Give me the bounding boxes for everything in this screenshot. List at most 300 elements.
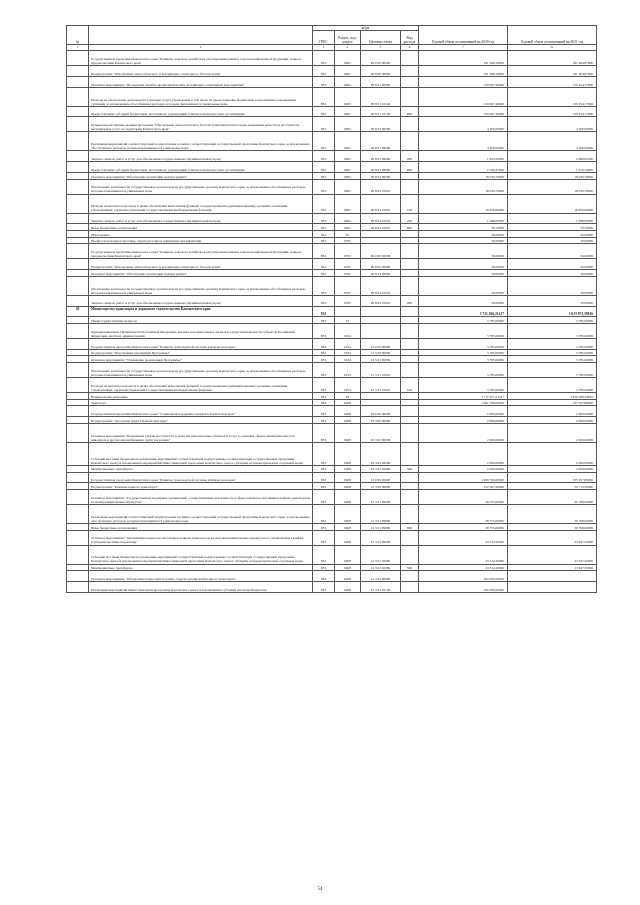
row-amount-2021: 1 219,34800 — [508, 162, 597, 173]
row-number — [67, 523, 89, 530]
row-amount-2021: 18 030,79000 — [508, 179, 597, 194]
row-number — [67, 132, 89, 151]
row-target-article: 12 5 00 00000 — [361, 349, 401, 356]
row-grbs: 832 — [313, 66, 335, 77]
row-grbs: 833 — [313, 349, 335, 356]
row-grbs: 833 — [313, 465, 335, 472]
row-grbs: 833 — [313, 406, 335, 417]
row-number — [67, 172, 89, 179]
row-amount-2021: 23 947,50000 — [508, 545, 597, 564]
table-row — [67, 106, 597, 117]
row-amount-2020: 2 000,00000 — [419, 465, 508, 472]
row-amount-2020: 4 200,00000 — [419, 117, 508, 132]
row-grbs: 833 — [313, 378, 335, 393]
row-name: Основное мероприятие "Обеспечение реализации подпрограммы" — [89, 270, 313, 277]
row-expense-type — [401, 179, 419, 194]
row-number — [67, 151, 89, 162]
row-amount-2021: 3 785,00000 — [508, 349, 597, 356]
row-grbs: 833 — [313, 306, 335, 317]
row-expense-type — [401, 490, 419, 505]
row-amount-2020: 23 312,20000 — [419, 564, 508, 571]
row-razdel: 0405 — [335, 213, 361, 224]
table-row — [67, 231, 597, 238]
row-name: Предоставление субсидий бюджетным, автономным учреждениям и иным некоммерческим организациям — [89, 106, 313, 117]
row-target-article: 12 3 01 00000 — [361, 490, 401, 505]
table-row — [67, 151, 597, 162]
row-amount-2020: 1 659 766,00000 — [419, 472, 508, 483]
row-expense-type — [401, 545, 419, 564]
row-expense-type — [401, 317, 419, 324]
row-amount-2021: 159 254,17000 — [508, 76, 597, 87]
row-razdel: 0104 — [335, 356, 361, 363]
row-expense-type — [401, 571, 419, 582]
index-cell: 8 — [508, 45, 597, 51]
row-name: Основное мероприятие "Организация перевозок пассажиров водным транспортом на внутримуниципальных маршрутах по специальным тарифам (субсидии местным бюджетам)" — [89, 530, 313, 545]
row-expense-type — [401, 244, 419, 259]
row-name: Межбюджетные трансферты — [89, 465, 313, 472]
row-grbs: 832 — [313, 244, 335, 259]
row-target-article: 03 3 00 00000 — [361, 417, 401, 424]
row-target-article: 09 8 04 10010 — [361, 194, 401, 213]
row-amount-2021: 2 000,00000 — [508, 423, 597, 442]
row-name: Расходы на обеспечение деятельности (оказание услуг) учреждений, в том числе на предоставление бюджетным и автономным учреждениям субсидий, за исключением обособленных расходов, которым присваиваются уникальные коды — [89, 87, 313, 106]
row-number — [67, 213, 89, 224]
row-amount-2021: 3 785,00000 — [508, 356, 597, 363]
row-amount-2020: 18 030,79000 — [419, 172, 508, 179]
row-amount-2020: 159 067,46000 — [419, 76, 508, 87]
row-razdel: 0104 — [335, 324, 361, 339]
row-target-article: 09 0 00 00000 — [361, 51, 401, 66]
row-expense-type — [401, 581, 419, 592]
row-target-article: 03 3 02 00000 — [361, 423, 401, 442]
row-target-article: 09 8 04 00000 — [361, 172, 401, 179]
row-name: Образование — [89, 231, 313, 238]
header-2020: Годовой объем ассигнований на 2020 год — [419, 26, 508, 45]
row-amount-2021: 2 000,00000 — [508, 442, 597, 465]
row-amount-2020: 300 000,00000 — [419, 581, 508, 592]
row-number — [67, 237, 89, 244]
row-amount-2020: 3 785,00000 — [419, 317, 508, 324]
row-grbs: 832 — [313, 151, 335, 162]
row-name: Межбюджетные трансферты — [89, 564, 313, 571]
row-target-article: 09 8 03 09990 — [361, 151, 401, 162]
row-razdel: 0405 — [335, 162, 361, 173]
row-expense-type: 600 — [401, 162, 419, 173]
row-target-article: 12 3 00 00000 — [361, 483, 401, 490]
row-amount-2020: 23 312,20000 — [419, 545, 508, 564]
row-expense-type — [401, 392, 419, 399]
row-amount-2020: 4 200,00000 — [419, 132, 508, 151]
row-name: Субсидии местным бюджетам на реализацию мероприятий соответствующей подпрограммы соответствующей государственной программы Камчатского края (за исключением мероприятий Инвестиционной программы Камчатского края и субсидий, которым присвоены отдельные коды) — [89, 545, 313, 564]
row-amount-2020: 159 067,46000 — [419, 87, 508, 106]
row-number — [67, 530, 89, 545]
header-name — [89, 26, 313, 45]
row-expense-type — [401, 442, 419, 465]
row-name: Функционирование Правительства Российской Федерации, высших исполнительных органов государственной власти субъектов Российской Федерации, местных администраций — [89, 324, 313, 339]
row-expense-type — [401, 172, 419, 179]
row-amount-2020: 30,00000 — [419, 276, 508, 295]
row-amount-2021: 18 030,79000 — [508, 172, 597, 179]
row-expense-type — [401, 51, 419, 66]
row-name: Основное мероприятие "Управление реализацией Программы" — [89, 356, 313, 363]
row-razdel: 07 — [335, 231, 361, 238]
row-amount-2020: 30,00000 — [419, 270, 508, 277]
row-name: Подпрограмма "Обеспечение эпизоотического и ветеринарно-санитарного благополучия" — [89, 259, 313, 270]
row-razdel: 0408 — [335, 545, 361, 564]
row-razdel: 0408 — [335, 504, 361, 523]
row-amount-2021: 3 785,00000 — [508, 317, 597, 324]
row-number — [67, 338, 89, 349]
table-row — [67, 465, 597, 472]
row-grbs: 833 — [313, 472, 335, 483]
table-row — [67, 338, 597, 349]
row-target-article: 12 0 00 00000 — [361, 472, 401, 483]
row-expense-type — [401, 231, 419, 238]
row-target-article: 12 3 03 00000 — [361, 571, 401, 582]
row-expense-type: 800 — [401, 523, 419, 530]
table-row — [67, 530, 597, 545]
row-amount-2020: 1 661 766,00000 — [419, 399, 508, 406]
table-row — [67, 306, 597, 317]
row-name: Иные бюджетные ассигнования — [89, 224, 313, 231]
row-number — [67, 442, 89, 465]
row-amount-2020: 28 755,00000 — [419, 490, 508, 505]
table-row — [67, 162, 597, 173]
budget-table — [66, 25, 597, 593]
row-amount-2020: 3 785,00000 — [419, 338, 508, 349]
row-name: Основное мероприятие "Повышение уровня доступности и качества приоритетных объектов и услуг в основных сферах жизнедеятельности инвалидов и других маломобильных групп населения" — [89, 423, 313, 442]
row-amount-2020: 30,00000 — [419, 244, 508, 259]
row-name: Реализация мероприятий соответствующей подпрограммы в рамках соответствующей государственной программы Камчатского края, за исключением обособленных расходов, которым присваиваются уникальные коды — [89, 504, 313, 523]
table-row — [67, 564, 597, 571]
row-number — [67, 87, 89, 106]
row-amount-2020: 2 000,00000 — [419, 442, 508, 465]
row-razdel: 0408 — [335, 465, 361, 472]
row-name: Государственная программа Камчатского края "Развитие транспортной системы в Камчатском крае" — [89, 338, 313, 349]
table-row — [67, 523, 597, 530]
row-target-article: 12 5 01 10010 — [361, 363, 401, 378]
row-number — [67, 423, 89, 442]
row-grbs: 833 — [313, 483, 335, 490]
table-row — [67, 442, 597, 465]
row-name: Национальная экономика — [89, 392, 313, 399]
row-amount-2021: 159 254,17000 — [508, 106, 597, 117]
row-expense-type — [401, 270, 419, 277]
row-number — [67, 179, 89, 194]
row-razdel: 0405 — [335, 106, 361, 117]
row-razdel: 0408 — [335, 530, 361, 545]
row-amount-2020: 3 785,00000 — [419, 363, 508, 378]
row-name: Обеспечение деятельности государственных органов власти (государственных органов) Камчатского края, за исключением обособленных расходов, которым присваиваются уникальные коды — [89, 276, 313, 295]
row-number — [67, 162, 89, 173]
row-amount-2021: 16 856,00000 — [508, 194, 597, 213]
table-row — [67, 87, 597, 106]
table-row — [67, 581, 597, 592]
row-name: Подпрограмма "Доступная среда в Камчатском крае" — [89, 417, 313, 424]
row-name: Государственная программа Камчатского края "Социальная поддержка граждан в Камчатском крае" — [89, 406, 313, 417]
row-amount-2020: 2 546,47000 — [419, 162, 508, 173]
row-grbs: 833 — [313, 490, 335, 505]
row-amount-2020: 2 000,00000 — [419, 406, 508, 417]
row-amount-2020: 3 785,00000 — [419, 324, 508, 339]
row-grbs: 832 — [313, 270, 335, 277]
row-razdel: 0705 — [335, 295, 361, 306]
row-amount-2021: 30,00000 — [508, 295, 597, 306]
row-number — [67, 276, 89, 295]
row-target-article: 09 8 04 10010 — [361, 213, 401, 224]
row-name: Расходы на выплаты персоналу в целях обеспечения выполнения функций государственными (муниципальными) органами, казенными учреждениями, органами управления государственными внебюджетными фондами — [89, 194, 313, 213]
row-razdel: 0405 — [335, 172, 361, 179]
row-grbs: 833 — [313, 571, 335, 582]
row-target-article — [361, 392, 401, 399]
row-target-article: 09 8 00 00000 — [361, 66, 401, 77]
row-target-article: 12 3 02 00000 — [361, 530, 401, 545]
row-expense-type — [401, 363, 419, 378]
row-number — [67, 224, 89, 231]
row-grbs: 833 — [313, 442, 335, 465]
row-amount-2020: 3 717 671,21417 — [419, 392, 508, 399]
table-row — [67, 324, 597, 339]
row-amount-2020: 3 721 456,21417 — [419, 306, 508, 317]
row-number — [67, 545, 89, 564]
row-expense-type — [401, 259, 419, 270]
row-amount-2020: 3 785,00000 — [419, 356, 508, 363]
row-expense-type — [401, 276, 419, 295]
index-cell: 3 — [313, 45, 335, 51]
row-amount-2021: 30,00000 — [508, 237, 597, 244]
row-amount-2021: 765 257,80000 — [508, 472, 597, 483]
row-amount-2020: 30,00000 — [419, 295, 508, 306]
row-razdel: 0405 — [335, 179, 361, 194]
row-amount-2020: 300 000,00000 — [419, 571, 508, 582]
row-amount-2021: 54 715,50000 — [508, 483, 597, 490]
row-number — [67, 231, 89, 238]
row-grbs: 833 — [313, 317, 335, 324]
row-amount-2021: 30,00000 — [508, 244, 597, 259]
row-expense-type: 800 — [401, 224, 419, 231]
header-grbs: ГРБС — [313, 31, 335, 45]
row-grbs: 833 — [313, 581, 335, 592]
index-cell: 4 — [335, 45, 361, 51]
table-row — [67, 378, 597, 393]
row-grbs: 833 — [313, 423, 335, 442]
row-number — [67, 378, 89, 393]
row-amount-2021: 3 613 973,39816 — [508, 306, 597, 317]
row-grbs: 833 — [313, 504, 335, 523]
row-grbs: 833 — [313, 417, 335, 424]
table-row — [67, 179, 597, 194]
row-amount-2020: 352 267,20000 — [419, 483, 508, 490]
row-amount-2020: 2 000,00000 — [419, 423, 508, 442]
row-amount-2020: 159 067,46000 — [419, 106, 508, 117]
row-amount-2021: 30,00000 — [508, 259, 597, 270]
row-amount-2020: 30,00000 — [419, 237, 508, 244]
row-razdel: 0405 — [335, 66, 361, 77]
row-amount-2020: 1 653,50000 — [419, 151, 508, 162]
row-razdel: 0405 — [335, 224, 361, 231]
row-expense-type — [401, 132, 419, 151]
row-target-article — [361, 399, 401, 406]
row-razdel: 0405 — [335, 117, 361, 132]
index-cell: 6 — [401, 45, 419, 51]
row-number — [67, 406, 89, 417]
row-expense-type — [401, 237, 419, 244]
row-name: Иные бюджетные ассигнования — [89, 523, 313, 530]
row-razdel: 0408 — [335, 417, 361, 424]
page-number: 54 — [317, 887, 323, 892]
row-grbs: 833 — [313, 338, 335, 349]
row-name: Закупка товаров, работ и услуг для обеспечения государственных (муниципальных) нужд — [89, 213, 313, 224]
row-target-article: 09 8 04 10010 — [361, 276, 401, 295]
row-number — [67, 324, 89, 339]
row-name: Обеспечение деятельности государственных органов власти (государственных органов) Камчатского края, за исключением обособленных расходов, которым присваиваются уникальные коды — [89, 179, 313, 194]
index-cell: 2 — [89, 45, 313, 51]
table-row — [67, 295, 597, 306]
row-razdel: 0408 — [335, 571, 361, 582]
row-number — [67, 259, 89, 270]
row-grbs: 833 — [313, 523, 335, 530]
row-target-article — [361, 324, 401, 339]
row-grbs: 832 — [313, 87, 335, 106]
row-amount-2020: 3 785,00000 — [419, 378, 508, 393]
row-name: Закупка товаров, работ и услуг для обеспечения государственных (муниципальных) нужд — [89, 295, 313, 306]
row-amount-2020: 1 098,00000 — [419, 213, 508, 224]
row-grbs: 833 — [313, 564, 335, 571]
row-number — [67, 472, 89, 483]
row-name: Государственная программа Камчатского края "Развитие сельского хозяйства и регулирования рынков сельскохозяйственной продукции, сырья и продовольствия Камчатского края" — [89, 51, 313, 66]
row-target-article: 09 8 01 10140 — [361, 106, 401, 117]
row-amount-2021: 23 947,50000 — [508, 564, 597, 571]
row-target-article: 09 8 04 00000 — [361, 270, 401, 277]
row-expense-type — [401, 483, 419, 490]
row-amount-2021: 30 768,00000 — [508, 490, 597, 505]
row-amount-2021: 181 484,87000 — [508, 66, 597, 77]
row-target-article: 09 8 04 10010 — [361, 295, 401, 306]
row-target-article: 09 8 04 10010 — [361, 179, 401, 194]
row-razdel: 0408 — [335, 423, 361, 442]
row-number — [67, 76, 89, 87]
row-amount-2020: 181 298,18000 — [419, 66, 508, 77]
row-grbs: 832 — [313, 106, 335, 117]
row-number — [67, 399, 89, 406]
row-razdel: 0405 — [335, 76, 361, 87]
row-razdel: 0408 — [335, 483, 361, 490]
row-name: Предоставление субсидий бюджетным, автономным учреждениям и иным некоммерческим организациям — [89, 162, 313, 173]
row-number — [67, 106, 89, 117]
row-razdel: 0104 — [335, 338, 361, 349]
row-number — [67, 417, 89, 424]
row-expense-type — [401, 417, 419, 424]
row-razdel: 0408 — [335, 564, 361, 571]
row-expense-type: 200 — [401, 295, 419, 306]
row-name: Основное мероприятие "Обеспечение реализации подпрограммы" — [89, 172, 313, 179]
row-expense-type — [401, 117, 419, 132]
row-number — [67, 295, 89, 306]
row-amount-2021: 2 000,00000 — [508, 465, 597, 472]
row-name: Государственная программа Камчатского края "Развитие сельского хозяйства и регулирования рынков сельскохозяйственной продукции, сырья и продовольствия Камчатского края" — [89, 244, 313, 259]
row-amount-2020: 28 755,00000 — [419, 523, 508, 530]
row-grbs: 832 — [313, 237, 335, 244]
row-grbs: 832 — [313, 295, 335, 306]
header-razdel: Раздел, под- раздел — [335, 31, 361, 45]
row-target-article: 09 8 00 00000 — [361, 259, 401, 270]
row-amount-2020: 3 785,00000 — [419, 349, 508, 356]
row-expense-type — [401, 66, 419, 77]
header-codes: коды — [313, 26, 419, 31]
row-grbs: 832 — [313, 224, 335, 231]
row-name: Профессиональная подготовка, переподготовка и повышение квалификации — [89, 237, 313, 244]
row-grbs: 832 — [313, 172, 335, 179]
row-grbs: 833 — [313, 356, 335, 363]
row-razdel: 04 — [335, 392, 361, 399]
row-amount-2021: 181 484,87000 — [508, 51, 597, 66]
row-amount-2020: 30,00000 — [419, 259, 508, 270]
row-target-article: 09 8 01 10140 — [361, 87, 401, 106]
row-amount-2020: 16 856,00000 — [419, 194, 508, 213]
row-number — [67, 363, 89, 378]
row-expense-type — [401, 399, 419, 406]
row-amount-2020: 23 312,20000 — [419, 530, 508, 545]
row-target-article — [361, 237, 401, 244]
row-expense-type: 200 — [401, 213, 419, 224]
row-target-article: 12 3 01 09990 — [361, 523, 401, 530]
row-name: Общегосударственные вопросы — [89, 317, 313, 324]
row-amount-2021: 3 785,00000 — [508, 338, 597, 349]
row-amount-2021: 76,79000 — [508, 224, 597, 231]
row-target-article: 12 3 02 40060 — [361, 545, 401, 564]
row-razdel: 0408 — [335, 472, 361, 483]
header-csr: Целевая статья — [361, 31, 401, 45]
row-grbs: 833 — [313, 530, 335, 545]
row-target-article: 09 8 03 09990 — [361, 132, 401, 151]
row-razdel: 0705 — [335, 237, 361, 244]
row-expense-type: 500 — [401, 564, 419, 571]
row-amount-2021: 4 200,00000 — [508, 132, 597, 151]
row-name: Транспорт — [89, 399, 313, 406]
table-row — [67, 504, 597, 523]
row-amount-2021: 30 768,00000 — [508, 504, 597, 523]
row-razdel: 0705 — [335, 276, 361, 295]
row-number — [67, 564, 89, 571]
row-amount-2021: 3 785,00000 — [508, 378, 597, 393]
table-row — [67, 172, 597, 179]
table-row — [67, 194, 597, 213]
row-number — [67, 51, 89, 66]
row-target-article: 12 3 01 09990 — [361, 504, 401, 523]
index-cell: 5 — [361, 45, 401, 51]
row-grbs: 832 — [313, 213, 335, 224]
row-amount-2021: 2 000,00000 — [508, 417, 597, 424]
row-razdel: 0705 — [335, 270, 361, 277]
table-row — [67, 406, 597, 417]
table-row — [67, 276, 597, 295]
row-razdel: 0408 — [335, 406, 361, 417]
row-amount-2021: 23 947,50000 — [508, 530, 597, 545]
table-row — [67, 423, 597, 442]
row-name: Основное мероприятие "Обновление парка транспортных средств организаций водного транспорта" — [89, 571, 313, 582]
table-row — [67, 571, 597, 582]
row-number — [67, 194, 89, 213]
row-target-article: 03 3 02 40060 — [361, 442, 401, 465]
table-row — [67, 545, 597, 564]
row-grbs: 832 — [313, 276, 335, 295]
row-razdel: 0405 — [335, 132, 361, 151]
header-2021: Годовой объем ассигнований на 2021 год — [508, 26, 597, 45]
row-amount-2021: 30 768,00000 — [508, 523, 597, 530]
table-row — [67, 317, 597, 324]
row-number — [67, 317, 89, 324]
row-grbs: 832 — [313, 132, 335, 151]
